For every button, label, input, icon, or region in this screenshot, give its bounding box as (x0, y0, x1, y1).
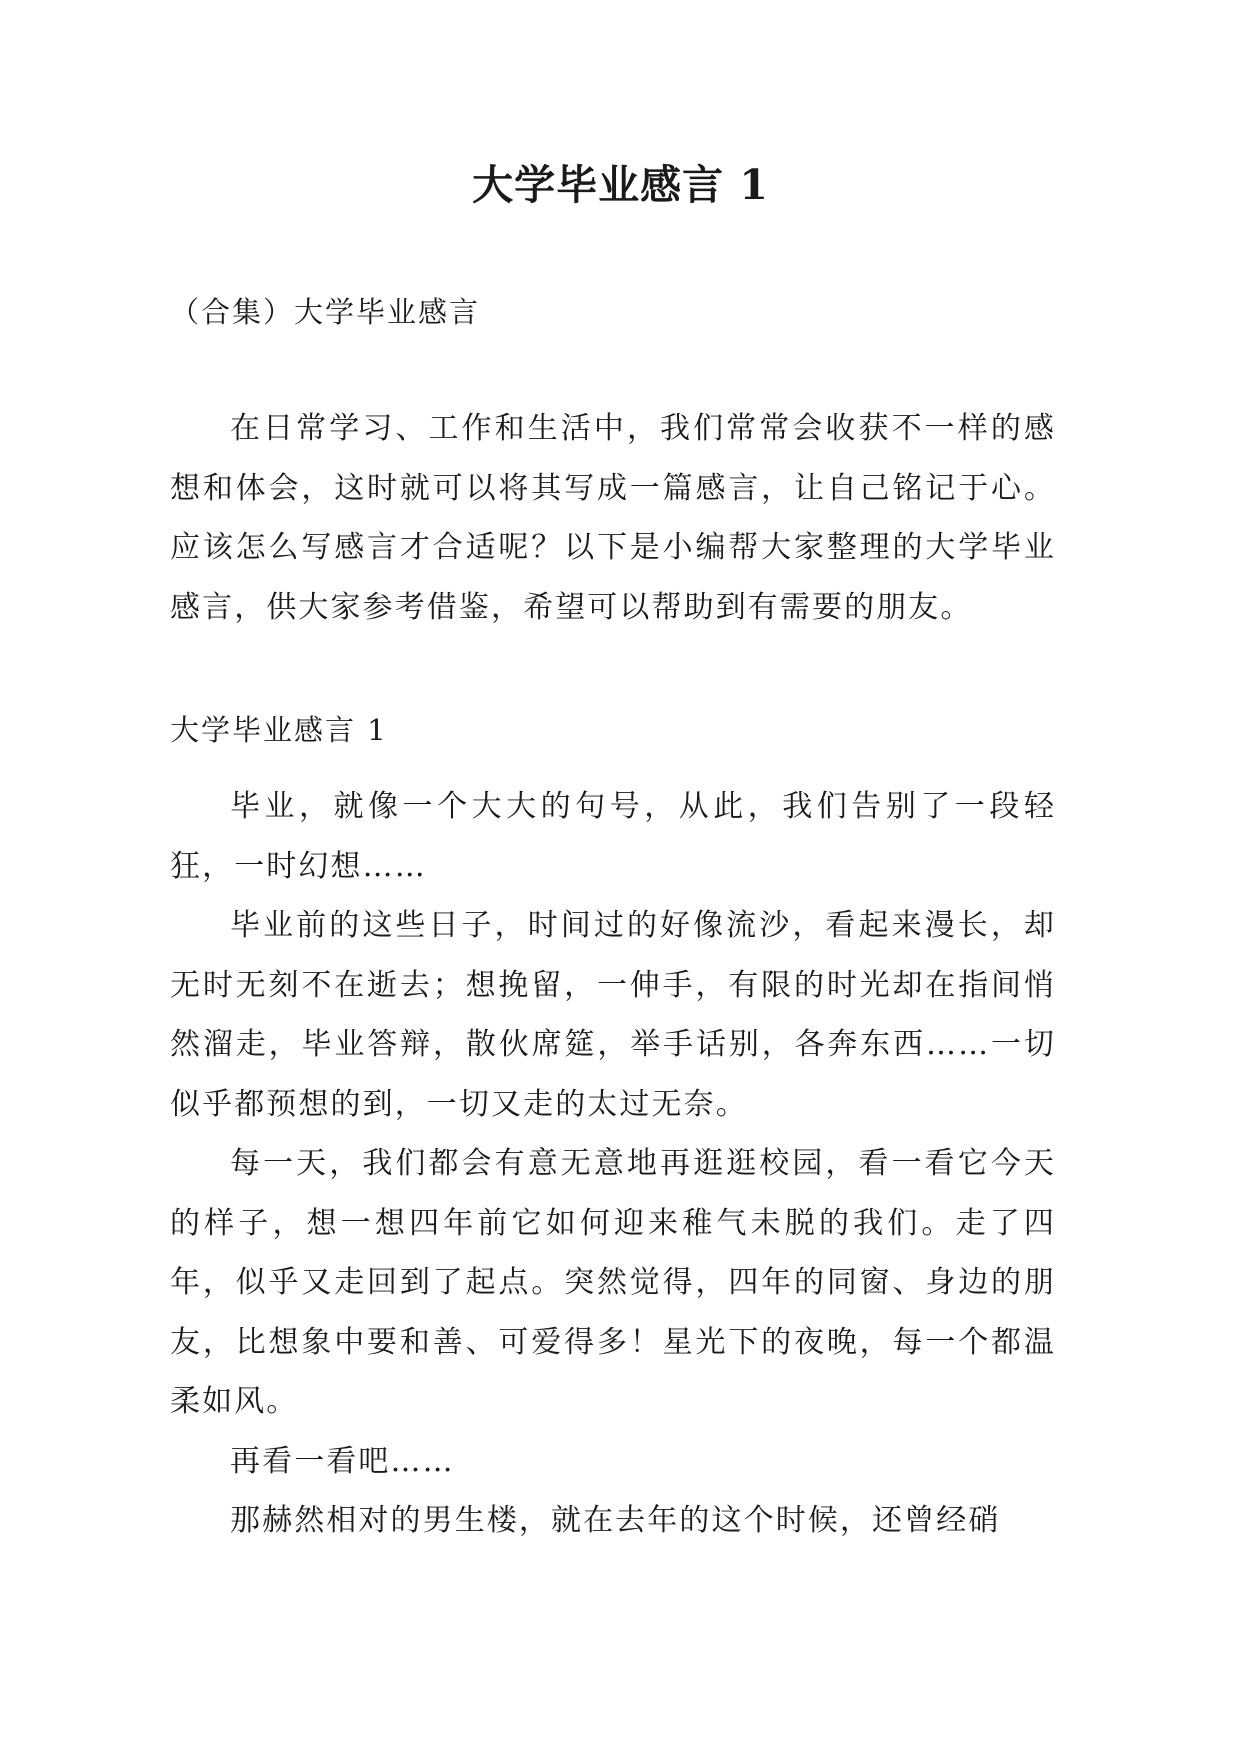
body-paragraph: 那赫然相对的男生楼，就在去年的这个时候，还曾经硝 (230, 1503, 1001, 1538)
intro-paragraph: 在日常学习、工作和生活中，我们常常会收获不一样的感想和体会，这时就可以将其写成一篇感言，让自己铭记于心。应该怎么写感言才合适呢？以下是小编帮大家整理的大学毕业感言，供大家参考借鉴，希望可以帮助到有需要的朋友。 (170, 411, 1056, 625)
body-block (170, 777, 1056, 1551)
body-paragraph: 每一天，我们都会有意无意地再逛逛校园，看一看它今天的样子，想一想四年前它如何迎来稚气未脱的我们。走了四年，似乎又走回到了起点。突然觉得，四年的同窗、身边的朋友，比想象中要和善、可爱得多！星光下的夜晚，每一个都温柔如风。 (170, 1146, 1056, 1419)
body-paragraph: 毕业前的这些日子，时间过的好像流沙，看起来漫长，却无时无刻不在逝去；想挽留，一伸手，有限的时光却在指间悄然溜走，毕业答辩，散伙席筵，举手话别，各奔东西……一切似乎都预想的到，一切又走的太过无奈。 (170, 908, 1056, 1122)
body-paragraph: 再看一看吧…… (230, 1443, 455, 1479)
page-title: 大学毕业感言 1 (472, 161, 769, 209)
document-subtitle: （合集）大学毕业感言 (170, 295, 481, 329)
intro-block (170, 399, 1056, 637)
section-heading: 大学毕业感言 1 (170, 713, 388, 747)
body-paragraph: 毕业，就像一个大大的句号，从此，我们告别了一段轻狂，一时幻想…… (170, 789, 1056, 884)
